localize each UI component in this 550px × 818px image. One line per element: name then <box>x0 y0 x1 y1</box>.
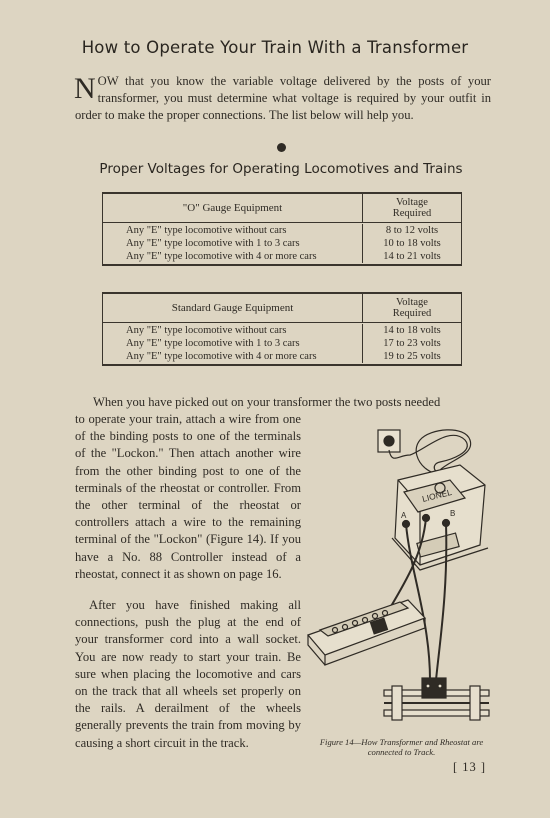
o-gauge-voltage-table <box>102 192 462 266</box>
voltage-cell: 10 to 18 volts <box>383 238 441 249</box>
voltage-header-line1: Voltage <box>396 197 428 208</box>
intro-text: OW that you know the variable voltage delivered by the posts of your transformer, you must determine what voltage is required by your outfit in order to make the proper connections. The list below will help you. <box>75 74 491 122</box>
wiring-paragraph-first-line: When you have picked out on your transformer the two posts needed <box>93 395 441 409</box>
table-row <box>103 250 461 263</box>
table-header <box>103 294 461 323</box>
voltage-header-line1: Voltage <box>396 297 428 308</box>
equipment-cell: Any "E" type locomotive without cars <box>103 324 363 337</box>
voltage-cell: 14 to 21 volts <box>383 251 441 262</box>
svg-text:B: B <box>450 509 456 518</box>
table-row <box>103 337 461 350</box>
standard-gauge-voltage-table <box>102 292 462 366</box>
voltage-header-line2: Required <box>392 208 432 219</box>
drop-cap: N <box>74 72 96 105</box>
svg-text:LIONEL: LIONEL <box>421 486 453 504</box>
equipment-cell: Any "E" type locomotive with 1 to 3 cars <box>103 237 363 250</box>
voltage-cell: 17 to 23 volts <box>383 338 441 349</box>
transformer-icon <box>392 465 488 570</box>
table-row <box>103 237 461 250</box>
table-row <box>103 350 461 363</box>
operation-paragraph: After you have finished making all connections, push the plug at the end of your transformer cord into a wall socket. You are now ready to start your train. Be sure when placing the locomotive and cars on the track that all wheels set properly on the rails. A derailment of the wheels generally prevents the train from moving by causing a short circuit in the track. <box>75 598 301 750</box>
figure-caption: Figure 14—How Transformer and Rheostat are connected to Track. <box>319 737 484 757</box>
table-header-voltage <box>363 194 461 222</box>
table-header-equipment: Standard Gauge Equipment <box>103 294 363 322</box>
equipment-cell: Any "E" type locomotive with 4 or more cars <box>103 350 363 363</box>
equipment-cell: Any "E" type locomotive with 1 to 3 cars <box>103 337 363 350</box>
section-subtitle: Proper Voltages for Operating Locomotives and Trains <box>99 161 463 177</box>
transformer-wiring-diagram <box>300 420 500 740</box>
table-row <box>103 224 461 237</box>
page-title: How to Operate Your Train With a Transformer <box>81 38 469 57</box>
wiring-paragraph: to operate your train, attach a wire from one of the binding posts to one of the terminals of the "Lockon." Then attach another wire from the other binding post to one of the terminals of the rheostat or controller. From the other terminal of the rheostat or controllers attach a wire to the remaining terminal of the "Lockon" (Figure 14). If you have a No. 88 Controller instead of a rheostat, connect it as shown on page 16. <box>75 412 301 581</box>
page-number: [ 13 ] <box>453 760 487 774</box>
voltage-cell: 8 to 12 volts <box>385 225 439 236</box>
figure-14-illustration <box>300 420 500 740</box>
table-header-equipment: "O" Gauge Equipment <box>103 194 363 222</box>
svg-text:A: A <box>401 511 407 520</box>
table-header-voltage <box>363 294 461 322</box>
section-bullet-icon <box>277 143 286 152</box>
intro-paragraph <box>75 73 491 124</box>
equipment-cell: Any "E" type locomotive without cars <box>103 224 363 237</box>
voltage-header-line2: Required <box>392 308 432 319</box>
voltage-cell: 19 to 25 volts <box>383 351 441 362</box>
table-header <box>103 194 461 223</box>
table-row <box>103 324 461 337</box>
voltage-cell: 14 to 18 volts <box>383 325 441 336</box>
equipment-cell: Any "E" type locomotive with 4 or more cars <box>103 250 363 263</box>
rheostat-icon <box>308 600 425 665</box>
track-lockon-icon <box>384 678 489 720</box>
